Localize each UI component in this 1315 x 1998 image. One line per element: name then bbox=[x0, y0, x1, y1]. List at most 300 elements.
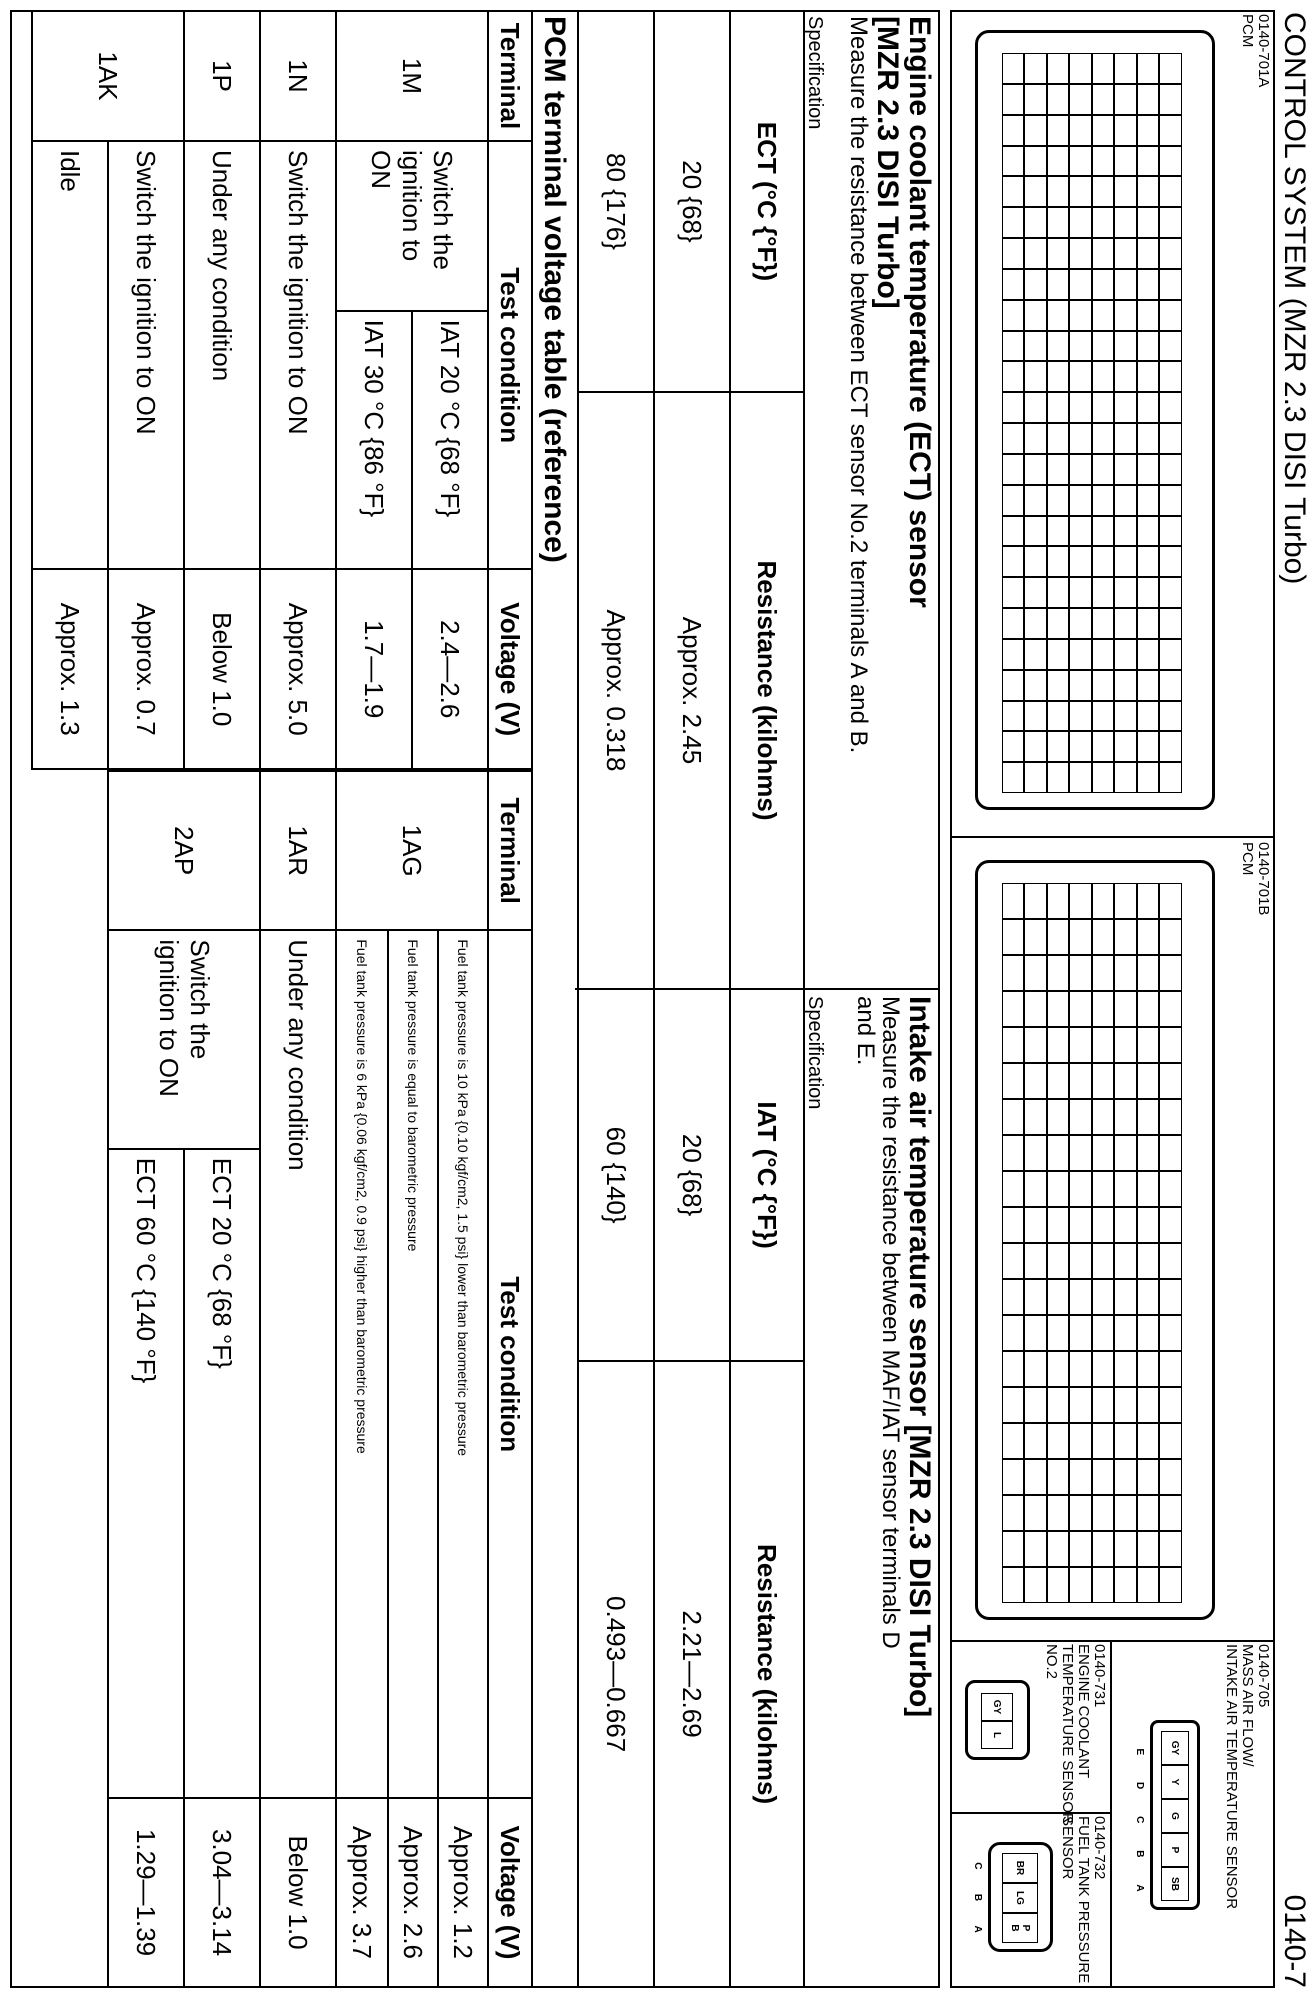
connector-pin bbox=[1047, 1351, 1070, 1387]
connector-pin bbox=[1160, 146, 1183, 177]
connector-pin bbox=[1160, 1315, 1183, 1351]
connector-pin bbox=[1092, 577, 1115, 608]
ect-name-2: TEMPERATURE SENSOR bbox=[1059, 1644, 1076, 1824]
maf-name-1: MASS AIR FLOW/ bbox=[1239, 1644, 1256, 1767]
col-terminal: Terminal bbox=[488, 11, 532, 141]
connector-pin bbox=[1025, 331, 1048, 362]
connector-pin bbox=[1137, 701, 1160, 732]
connector-pin bbox=[1070, 546, 1093, 577]
connector-pin bbox=[1137, 485, 1160, 516]
connector-pin bbox=[1047, 361, 1070, 392]
connector-pin bbox=[1137, 577, 1160, 608]
connector-pin bbox=[1115, 485, 1138, 516]
connector-pin bbox=[1137, 300, 1160, 331]
ftp-pin-label: C bbox=[972, 1862, 983, 1870]
voltage-cell: Approx. 1.3 bbox=[32, 569, 108, 769]
connector-pin bbox=[1160, 577, 1183, 608]
connector-pin bbox=[1047, 762, 1070, 793]
connector-pin bbox=[1047, 331, 1070, 362]
connector-pin bbox=[1160, 1171, 1183, 1207]
maf-pin-label: D bbox=[1134, 1781, 1145, 1790]
connector-pin bbox=[1002, 919, 1025, 955]
connector-pin bbox=[1160, 485, 1183, 516]
connector-pin bbox=[1047, 670, 1070, 701]
terminal-cell: 1AR bbox=[260, 771, 336, 930]
connector-pin bbox=[1137, 762, 1160, 793]
connector-pin bbox=[1002, 361, 1025, 392]
connector-pin bbox=[1092, 115, 1115, 146]
condition-cell: IAT 30 °C {86 °F} bbox=[336, 311, 412, 570]
connector-pin bbox=[1160, 1243, 1183, 1279]
connector-pin bbox=[1025, 919, 1048, 955]
connector-pin bbox=[1070, 300, 1093, 331]
terminal-cell: 1N bbox=[260, 11, 336, 141]
iat-col-res: Resistance (kilohms) bbox=[730, 1361, 804, 1987]
ftp-wire: B bbox=[1009, 1924, 1020, 1932]
connector-pin bbox=[1137, 423, 1160, 454]
maf-connector bbox=[1150, 1720, 1200, 1910]
connector-pin bbox=[1115, 207, 1138, 238]
voltage-cell: Approx. 3.7 bbox=[336, 1798, 388, 1987]
connector-pin bbox=[1070, 955, 1093, 991]
connector-pin bbox=[1092, 485, 1115, 516]
connector-pin bbox=[1047, 176, 1070, 207]
connector-pin bbox=[1025, 454, 1048, 485]
connector-pin bbox=[1047, 1171, 1070, 1207]
terminal-cell: 1P bbox=[184, 11, 260, 141]
connector-pin bbox=[1002, 1243, 1025, 1279]
connector-pin bbox=[1137, 146, 1160, 177]
connector-pin bbox=[1160, 639, 1183, 670]
connector-pin bbox=[1070, 670, 1093, 701]
connector-pin bbox=[1070, 454, 1093, 485]
connector-pin bbox=[1070, 1495, 1093, 1531]
connector-pin bbox=[1025, 1171, 1048, 1207]
connector-pin bbox=[1002, 516, 1025, 547]
terminal-cell: 1AG bbox=[336, 771, 488, 930]
connector-pin bbox=[1115, 1459, 1138, 1495]
connector-pin bbox=[1025, 1279, 1048, 1315]
maf-pin-labels bbox=[1134, 1735, 1145, 1905]
connector-pin bbox=[1115, 392, 1138, 423]
connector-pin bbox=[1115, 1351, 1138, 1387]
col-test-condition: Test condition bbox=[488, 930, 532, 1798]
connector-pin bbox=[1025, 207, 1048, 238]
col-voltage: Voltage (V) bbox=[488, 569, 532, 769]
connector-pin bbox=[1115, 53, 1138, 84]
condition-cell bbox=[108, 930, 260, 1148]
connector-pin bbox=[1137, 670, 1160, 701]
connector-pin bbox=[1137, 1495, 1160, 1531]
condition-text: Switch the bbox=[428, 149, 459, 270]
ftp-connector bbox=[988, 1842, 1053, 1952]
connector-pin bbox=[1137, 1531, 1160, 1567]
connector-pin bbox=[1070, 84, 1093, 115]
pcm-b-connector bbox=[975, 860, 1215, 1620]
connector-pin bbox=[1070, 762, 1093, 793]
condition-cell: Under any condition bbox=[260, 930, 336, 1798]
connector-pin bbox=[1115, 423, 1138, 454]
voltage-cell: Approx. 0.7 bbox=[108, 569, 184, 769]
condition-cell: Switch the ignition to ON bbox=[108, 141, 184, 570]
connector-pin bbox=[1025, 1207, 1048, 1243]
connector-pin bbox=[1092, 1387, 1115, 1423]
connector-pin bbox=[1002, 762, 1025, 793]
iat-col-temp: IAT (°C {°F}) bbox=[730, 989, 804, 1361]
iat-section bbox=[804, 996, 936, 1981]
connector-pin bbox=[1092, 300, 1115, 331]
ect-title-2: [MZR 2.3 DISI Turbo] bbox=[871, 16, 904, 309]
ect-col-temp: ECT (°C {°F}) bbox=[730, 11, 804, 392]
divider bbox=[950, 836, 1275, 838]
connector-pin bbox=[1137, 1063, 1160, 1099]
connector-pin bbox=[1115, 1099, 1138, 1135]
connector-pin bbox=[1025, 955, 1048, 991]
connector-pin bbox=[1115, 762, 1138, 793]
connector-pin bbox=[1092, 53, 1115, 84]
connector-pin bbox=[1160, 115, 1183, 146]
connector-pin bbox=[1025, 1063, 1048, 1099]
ect-wire: GY bbox=[981, 1693, 1013, 1721]
connector-pin bbox=[1002, 670, 1025, 701]
connector-pin bbox=[1160, 1135, 1183, 1171]
pcm-a-pin-grid bbox=[1002, 53, 1182, 793]
connector-pin bbox=[1137, 1459, 1160, 1495]
ect-desc: Measure the resistance between ECT sensor No.2 terminals A and B. bbox=[845, 16, 872, 754]
page-number: 0140-7 bbox=[1278, 1894, 1311, 1988]
connector-pin bbox=[1025, 701, 1048, 732]
connector-pin bbox=[1002, 1567, 1025, 1603]
condition-text: ignition to ON bbox=[154, 939, 184, 1097]
connector-pin bbox=[1025, 1351, 1048, 1387]
connector-pin bbox=[1137, 269, 1160, 300]
connector-pin bbox=[1115, 516, 1138, 547]
connector-pin bbox=[1025, 577, 1048, 608]
connector-pin bbox=[1160, 331, 1183, 362]
connector-pin bbox=[1025, 1459, 1048, 1495]
connector-pin bbox=[1137, 883, 1160, 919]
connector-pin bbox=[1092, 1279, 1115, 1315]
connector-pin bbox=[1047, 1459, 1070, 1495]
pcm-b-code: 0140-701B bbox=[1255, 842, 1272, 916]
connector-pin bbox=[1137, 1207, 1160, 1243]
connector-pin bbox=[1137, 546, 1160, 577]
connector-pin bbox=[1002, 176, 1025, 207]
connector-pin bbox=[1137, 516, 1160, 547]
connector-pin bbox=[1092, 1495, 1115, 1531]
connector-pin bbox=[1137, 1387, 1160, 1423]
connector-pin bbox=[1070, 207, 1093, 238]
connector-pin bbox=[1025, 115, 1048, 146]
connector-pin bbox=[1047, 1567, 1070, 1603]
connector-pin bbox=[1047, 1279, 1070, 1315]
connector-pin bbox=[1092, 919, 1115, 955]
connector-pin bbox=[1160, 1279, 1183, 1315]
connector-pin bbox=[1047, 269, 1070, 300]
iat-desc-2: and E. bbox=[852, 996, 879, 1066]
connector-pin bbox=[1137, 1099, 1160, 1135]
connector-pin bbox=[1025, 1495, 1048, 1531]
connector-pin bbox=[1047, 955, 1070, 991]
connector-pin bbox=[1092, 1207, 1115, 1243]
divider bbox=[950, 1812, 1112, 1814]
col-test-condition: Test condition bbox=[488, 141, 532, 570]
connector-pin bbox=[1115, 701, 1138, 732]
connector-pin bbox=[1002, 454, 1025, 485]
maf-pin-grid bbox=[1161, 1731, 1189, 1901]
connector-pin bbox=[1092, 423, 1115, 454]
connector-pin bbox=[1160, 1531, 1183, 1567]
connector-pin bbox=[1092, 991, 1115, 1027]
connector-pin bbox=[1070, 115, 1093, 146]
pcm-a-connector bbox=[975, 30, 1215, 810]
connector-pin bbox=[1070, 1099, 1093, 1135]
connector-pin bbox=[1002, 1027, 1025, 1063]
connector-pin bbox=[1025, 546, 1048, 577]
connector-pin bbox=[1160, 955, 1183, 991]
ect-cell: Approx. 2.45 bbox=[654, 392, 730, 989]
connector-pin bbox=[1047, 1387, 1070, 1423]
connector-pin bbox=[1137, 1027, 1160, 1063]
connector-pin bbox=[1137, 1315, 1160, 1351]
connector-pin bbox=[1115, 146, 1138, 177]
connector-pin bbox=[1002, 300, 1025, 331]
connector-pin bbox=[1070, 392, 1093, 423]
connector-pin bbox=[1047, 1315, 1070, 1351]
ect-code: 0140-731 bbox=[1091, 1644, 1108, 1708]
connector-pin bbox=[1092, 1315, 1115, 1351]
connector-pin bbox=[1115, 639, 1138, 670]
connector-pin bbox=[1160, 300, 1183, 331]
connector-pin bbox=[1137, 84, 1160, 115]
connector-pin bbox=[1137, 1567, 1160, 1603]
connector-pin bbox=[1047, 238, 1070, 269]
connector-pin bbox=[1115, 1279, 1138, 1315]
connector-pin bbox=[1025, 176, 1048, 207]
terminal-cell: 2AP bbox=[108, 771, 260, 930]
connector-pin bbox=[1047, 1423, 1070, 1459]
connector-pin bbox=[1070, 1171, 1093, 1207]
connector-pin bbox=[1137, 454, 1160, 485]
page-title: CONTROL SYSTEM (MZR 2.3 DISI Turbo) bbox=[1278, 12, 1311, 585]
connector-pin bbox=[1002, 84, 1025, 115]
ect-name-1: ENGINE COOLANT bbox=[1075, 1644, 1092, 1779]
connector-pin bbox=[1092, 361, 1115, 392]
connector-pin bbox=[1115, 84, 1138, 115]
connector-pin bbox=[1092, 1567, 1115, 1603]
connector-pin bbox=[1160, 883, 1183, 919]
connector-pin bbox=[1002, 1387, 1025, 1423]
connector-pin bbox=[1092, 1351, 1115, 1387]
connector-pin bbox=[1025, 423, 1048, 454]
connector-pin bbox=[1025, 731, 1048, 762]
iat-cell: 0.493—0.667 bbox=[578, 1361, 654, 1987]
voltage-cell: 1.29—1.39 bbox=[108, 1798, 184, 1987]
voltage-table-left bbox=[31, 10, 533, 770]
connector-pin bbox=[1137, 1243, 1160, 1279]
connector-pin bbox=[1070, 701, 1093, 732]
connector-pin bbox=[1070, 883, 1093, 919]
connector-pin bbox=[1025, 1099, 1048, 1135]
connector-pin bbox=[1160, 670, 1183, 701]
iat-cell: 60 {140} bbox=[578, 989, 654, 1361]
connector-pin bbox=[1137, 238, 1160, 269]
ect-pin-grid bbox=[981, 1693, 1013, 1749]
voltage-cell: 2.4—2.6 bbox=[412, 569, 488, 769]
pcm-a-name: PCM bbox=[1239, 14, 1256, 48]
connector-pin bbox=[1047, 701, 1070, 732]
connector-pin bbox=[1092, 454, 1115, 485]
connector-pin bbox=[1047, 392, 1070, 423]
connector-pin bbox=[1092, 1243, 1115, 1279]
connector-pin bbox=[1092, 1531, 1115, 1567]
connector-pin bbox=[1160, 1027, 1183, 1063]
voltage-cell: Approx. 1.2 bbox=[438, 1798, 488, 1987]
connector-pin bbox=[1070, 919, 1093, 955]
maf-wire: P bbox=[1161, 1833, 1189, 1867]
connector-pin bbox=[1115, 883, 1138, 919]
condition-text: Switch the bbox=[185, 939, 215, 1060]
connector-pin bbox=[1137, 392, 1160, 423]
connector-pin bbox=[1025, 762, 1048, 793]
connector-pin bbox=[1047, 454, 1070, 485]
connector-pin bbox=[1070, 1459, 1093, 1495]
connector-pin bbox=[1092, 639, 1115, 670]
connector-pin bbox=[1070, 1351, 1093, 1387]
connector-pin bbox=[1115, 955, 1138, 991]
connector-pin bbox=[1002, 1279, 1025, 1315]
connector-pin bbox=[1160, 701, 1183, 732]
connector-pin bbox=[1070, 639, 1093, 670]
connector-pin bbox=[1070, 1027, 1093, 1063]
pcm-b-name: PCM bbox=[1239, 842, 1256, 876]
maf-name-2: INTAKE AIR TEMPERATURE SENSOR bbox=[1223, 1644, 1240, 1910]
connector-pin bbox=[1025, 516, 1048, 547]
connector-pin bbox=[1137, 115, 1160, 146]
connector-pin bbox=[1092, 670, 1115, 701]
connector-pin bbox=[1137, 176, 1160, 207]
connector-pin bbox=[1002, 546, 1025, 577]
iat-spec: Specification bbox=[804, 996, 826, 1110]
connector-pin bbox=[1047, 1063, 1070, 1099]
connector-pin bbox=[1115, 1243, 1138, 1279]
connector-pin bbox=[1025, 1027, 1048, 1063]
connector-pin bbox=[1070, 269, 1093, 300]
connector-pin bbox=[1092, 1027, 1115, 1063]
connector-pin bbox=[1002, 1063, 1025, 1099]
connector-pin bbox=[1070, 1135, 1093, 1171]
connector-pin bbox=[1002, 1531, 1025, 1567]
connector-pin bbox=[1047, 1135, 1070, 1171]
connector-pin bbox=[1047, 485, 1070, 516]
divider bbox=[1110, 1640, 1112, 1988]
connector-pin bbox=[1137, 955, 1160, 991]
connector-pin bbox=[1070, 577, 1093, 608]
connector-pin bbox=[1002, 1315, 1025, 1351]
connector-pin bbox=[1137, 991, 1160, 1027]
maf-wire: Y bbox=[1161, 1765, 1189, 1799]
connector-pin bbox=[1070, 331, 1093, 362]
connector-pin bbox=[1070, 516, 1093, 547]
connector-pin bbox=[1092, 731, 1115, 762]
connector-pin bbox=[1002, 207, 1025, 238]
connector-pin bbox=[1092, 1171, 1115, 1207]
connector-pin bbox=[1092, 238, 1115, 269]
connector-pin bbox=[1160, 608, 1183, 639]
connector-pin bbox=[1002, 269, 1025, 300]
connector-pin bbox=[1070, 1567, 1093, 1603]
connector-pin bbox=[1160, 731, 1183, 762]
col-terminal: Terminal bbox=[488, 771, 532, 930]
connector-pin bbox=[1002, 883, 1025, 919]
condition-cell: Fuel tank pressure is 10 kPa {0.10 kgf/cm2, 1.5 psi} lower than barometric pressure bbox=[438, 930, 488, 1798]
connector-pin bbox=[1160, 546, 1183, 577]
ect-wire: L bbox=[981, 1721, 1013, 1749]
connector-pin bbox=[1070, 423, 1093, 454]
connector-pin bbox=[1047, 577, 1070, 608]
voltage-cell: 3.04—3.14 bbox=[184, 1798, 260, 1987]
condition-cell: Fuel tank pressure is 6 kPa {0.06 kgf/cm2, 0.9 psi} higher than barometric pressure bbox=[336, 930, 388, 1798]
connector-pin bbox=[1047, 423, 1070, 454]
connector-pin bbox=[1047, 53, 1070, 84]
connector-pin bbox=[1137, 1279, 1160, 1315]
pcm-a-code: 0140-701A bbox=[1255, 14, 1272, 88]
connector-pin bbox=[1115, 1063, 1138, 1099]
connector-pin bbox=[1070, 731, 1093, 762]
voltage-table-title: PCM terminal voltage table (reference) bbox=[538, 16, 571, 563]
connector-pin bbox=[1115, 670, 1138, 701]
connector-pin bbox=[1160, 1063, 1183, 1099]
connector-pin bbox=[1025, 1315, 1048, 1351]
connector-pin bbox=[1160, 991, 1183, 1027]
connector-pin bbox=[1160, 361, 1183, 392]
connector-pin bbox=[1137, 731, 1160, 762]
connector-pin bbox=[1092, 1063, 1115, 1099]
condition-cell: Under any condition bbox=[184, 141, 260, 570]
connector-pin bbox=[1025, 269, 1048, 300]
connector-pin bbox=[1047, 883, 1070, 919]
connector-pin bbox=[1160, 1207, 1183, 1243]
connector-pin bbox=[1002, 238, 1025, 269]
connector-pin bbox=[1092, 608, 1115, 639]
connector-pin bbox=[1002, 608, 1025, 639]
connector-pin bbox=[1160, 1351, 1183, 1387]
connector-pin bbox=[1070, 991, 1093, 1027]
connector-pin bbox=[1115, 454, 1138, 485]
connector-pin bbox=[1047, 84, 1070, 115]
connector-pin bbox=[1002, 1495, 1025, 1531]
connector-pin bbox=[1070, 53, 1093, 84]
connector-pin bbox=[1092, 883, 1115, 919]
ftp-pin-labels bbox=[972, 1850, 983, 1945]
maf-wire: GY bbox=[1161, 1731, 1189, 1765]
connector-pin bbox=[1070, 146, 1093, 177]
connector-pin bbox=[1115, 1387, 1138, 1423]
maf-pin-label: C bbox=[1134, 1816, 1145, 1824]
connector-pin bbox=[1137, 1351, 1160, 1387]
ect-name-3: NO.2 bbox=[1043, 1644, 1060, 1680]
ftp-pin-grid bbox=[1002, 1853, 1038, 1943]
connector-pin bbox=[1047, 115, 1070, 146]
connector-pin bbox=[1092, 955, 1115, 991]
condition-text: ignition to ON bbox=[366, 149, 428, 262]
connector-pin bbox=[1092, 762, 1115, 793]
connector-pin bbox=[1160, 1387, 1183, 1423]
connector-pin bbox=[1070, 1531, 1093, 1567]
connector-pin bbox=[1002, 53, 1025, 84]
condition-cell: IAT 20 °C {68 °F} bbox=[412, 311, 488, 570]
iat-table bbox=[577, 988, 805, 1988]
